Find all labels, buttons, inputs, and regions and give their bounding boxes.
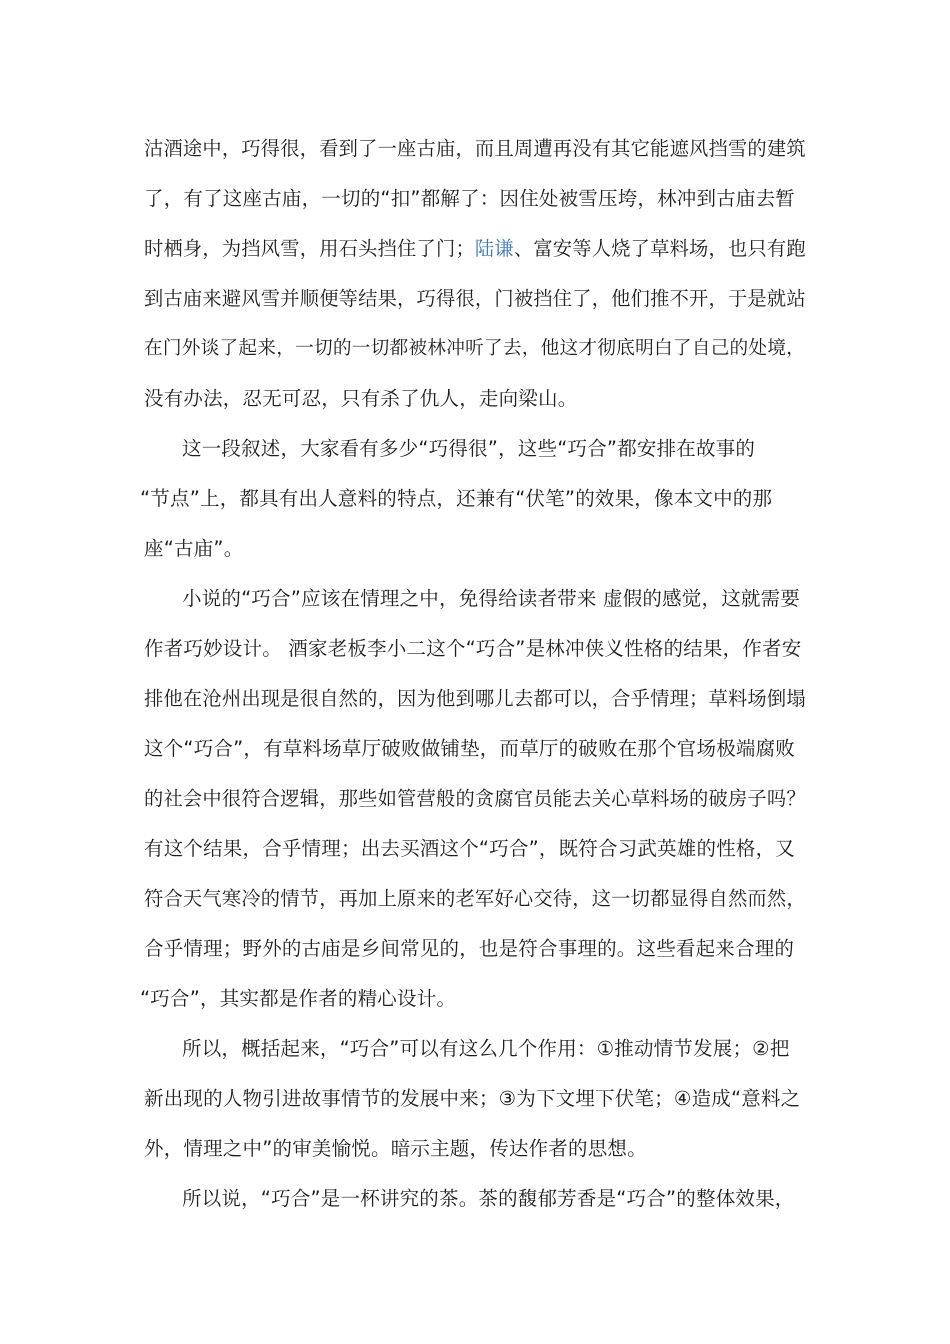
text-line: 沽酒途中，巧得很，看到了一座古庙，而且周遭再没有其它能遮风挡雪的建筑 [144, 137, 806, 160]
text-span: 、富安等人烧了草料场，也只有跑 [513, 237, 806, 260]
text-line: “节点”上，都具有出人意料的特点，还兼有“伏笔”的效果，像本文中的那 [140, 487, 773, 510]
paragraph-start-line: 所以说，“巧合”是一杯讲究的茶。茶的馥郁芳香是“巧合”的整体效果， [182, 1187, 795, 1210]
text-line: 新出现的人物引进故事情节的发展中来；③为下文埋下伏笔；④造成“意料之 [144, 1087, 801, 1110]
text-line: 排他在沧州出现是很自然的，因为他到哪儿去都可以，合乎情理；草料场倒塌 [144, 687, 806, 710]
text-line: 在门外谈了起来，一切的一切都被林冲听了去，他这才彻底明白了自己的处境， [144, 338, 806, 359]
text-line: 没有办法，忍无可忍，只有杀了仇人，走向梁山。 [144, 387, 578, 410]
text-line: 到古庙来避风雪并顺便等结果，巧得很，门被挡住了，他们推不开，于是就站 [144, 287, 806, 310]
paragraph-start-line: 这一段叙述，大家看有多少“巧得很”，这些“巧合”都安排在故事的 [182, 437, 756, 460]
paragraph-start-line: 所以，概括起来，“巧合”可以有这么几个作用：①推动情节发展；②把 [182, 1037, 790, 1060]
text-line: 合乎情理；野外的古庙是乡间常见的，也是符合事理的。这些看起来合理的 [144, 937, 795, 960]
text-line: 有这个结果，合乎情理；出去买酒这个“巧合”，既符合习武英雄的性格，又 [144, 837, 796, 860]
text-line: “巧合”，其实都是作者的精心设计。 [140, 987, 457, 1010]
text-line: 了，有了这座古庙，一切的“扣”都解了：因住处被雪压垮，林冲到古庙去暂 [144, 187, 796, 210]
text-line-with-link [144, 224, 806, 274]
text-span: 时栖身，为挡风雪，用石头挡住了门； [144, 237, 475, 260]
text-line: 座“古庙”。 [144, 537, 244, 560]
text-line: 这个“巧合”，有草料场草厅破败做铺垫，而草厅的破败在那个官场极端腐败 [144, 737, 796, 760]
lu-qian-link[interactable]: 陆谦 [474, 237, 514, 260]
text-line: 的社会中很符合逻辑，那些如管营般的贪腐官员能去关心草料场的破房子吗？ [144, 787, 806, 810]
text-line: 外，情理之中”的审美愉悦。暗示主题，传达作者的思想。 [144, 1137, 647, 1160]
text-line: 作者巧妙设计。 酒家老板李小二这个“巧合”是林冲侠义性格的结果，作者安 [144, 637, 802, 660]
text-line: 符合天气寒冷的情节，再加上原来的老军好心交待，这一切都显得自然而然， [144, 887, 806, 910]
paragraph-start-line: 小说的“巧合”应该在情理之中，免得给读者带来 虚假的感觉，这就需要 [182, 587, 801, 610]
